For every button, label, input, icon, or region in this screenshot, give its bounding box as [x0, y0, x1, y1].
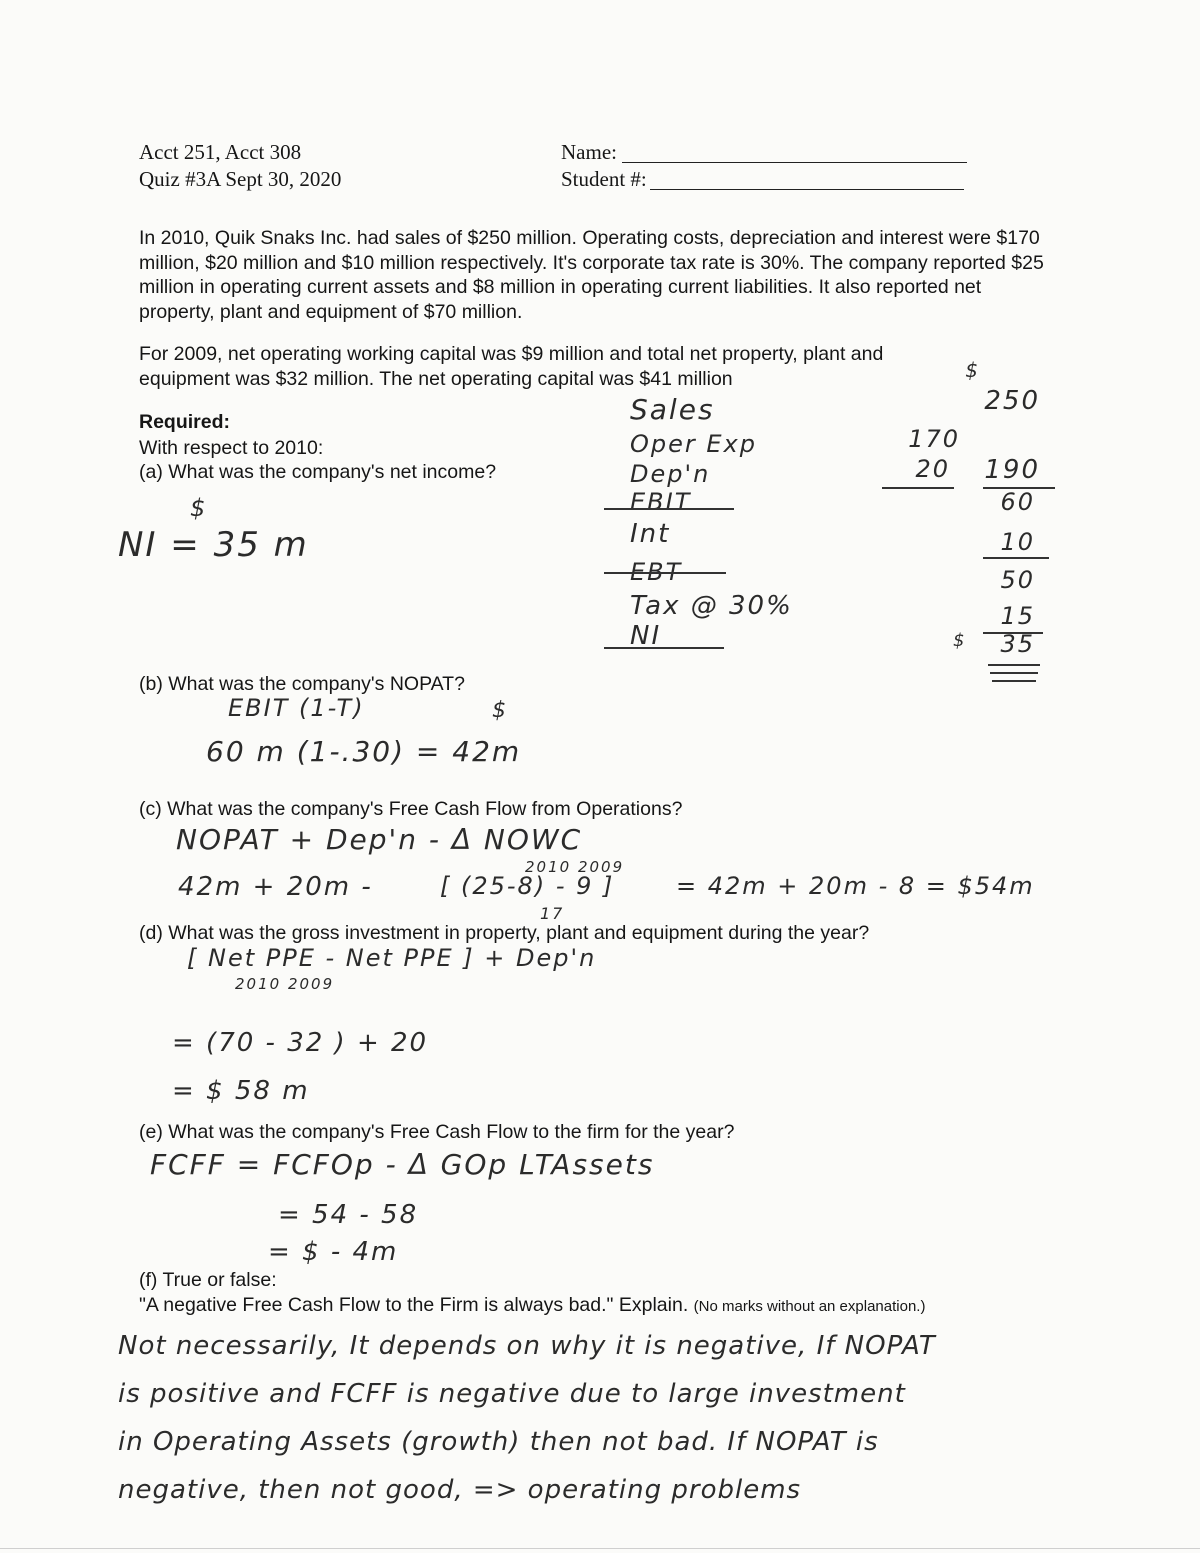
e-calc: = 54 - 58: [278, 1200, 419, 1230]
a-dollar-sign: $: [190, 494, 208, 522]
intro-paragraph-1: In 2010, Quik Snaks Inc. had sales of $250 million. Operating costs, depreciation and interest were $170 million, $20 million and $10 million respectively. It's corporate tax rate is 30%. The company reported $25 million in operating current assets and $8 million in operating current liabilities. It also reported net property, plant and equipment of $70 million.: [139, 227, 1044, 323]
question-a: (a) What was the company's net income?: [139, 461, 497, 483]
is-col2-rule-2: [983, 557, 1049, 559]
is-col2-rule-4: [988, 664, 1040, 666]
b-formula: EBIT (1-T): [228, 694, 365, 722]
is-rule-2: [604, 572, 726, 574]
is-col2-rule-1: [983, 487, 1055, 489]
is-rule-1: [604, 508, 734, 510]
is-label-dep: Dep'n: [630, 460, 711, 488]
is-label-int: Int: [630, 519, 671, 549]
required-heading: Required:: [139, 411, 231, 433]
intro-paragraph-2: For 2009, net operating working capital was $9 million and total net property, plant and equipment was $32 million. The net operating capital was $41 million: [139, 343, 884, 390]
is-col2-rule-6: [992, 680, 1036, 682]
is-col2-60: 60: [1000, 488, 1035, 516]
quiz-title: Quiz #3A Sept 30, 2020: [139, 167, 342, 191]
f-line-4: negative, then not good, => operating problems: [118, 1475, 802, 1505]
a-net-income-answer: NI = 35 m: [118, 525, 309, 565]
name-line: [622, 162, 967, 163]
e-formula: FCFF = FCFOp - Δ GOp LTAssets: [150, 1148, 655, 1181]
c-nowc-bracket: [ (25-8) - 9 ]: [440, 872, 615, 900]
is-col1-20: 20: [915, 455, 950, 483]
d-formula: [ Net PPE - Net PPE ] + Dep'n: [187, 944, 597, 972]
question-e: (e) What was the company's Free Cash Flow to the firm for the year?: [139, 1121, 735, 1143]
income-statement-labels: [630, 392, 793, 654]
d-calc: = (70 - 32 ) + 20: [172, 1028, 429, 1058]
is-col2-dollar: $: [965, 358, 980, 382]
is-rule-3: [604, 647, 724, 649]
is-col2-10: 10: [1000, 528, 1035, 556]
is-label-sales: Sales: [630, 393, 715, 426]
is-label-oper-exp: Oper Exp: [630, 430, 757, 458]
f-explanation: [118, 1322, 1118, 1514]
f-line-1: Not necessarily, It depends on why it is negative, If NOPAT: [118, 1331, 936, 1361]
student-number-line: [650, 189, 964, 190]
is-col2-rule-3: [983, 632, 1043, 634]
c-formula: NOPAT + Dep'n - Δ NOWC: [176, 823, 583, 856]
name-label: Name:: [561, 140, 617, 164]
respect-line: With respect to 2010:: [139, 437, 324, 459]
question-f-note: (No marks without an explanation.): [693, 1298, 926, 1315]
is-col1-170: 170: [908, 425, 960, 453]
e-answer: = $ - 4m: [268, 1237, 399, 1267]
f-line-3: in Operating Assets (growth) then not bad. If NOPAT is: [118, 1427, 879, 1457]
question-c: (c) What was the company's Free Cash Flow from Operations?: [139, 798, 683, 820]
c-calc-left: 42m + 20m -: [178, 872, 373, 902]
c-seventeen: 17: [540, 904, 565, 923]
c-year-labels: 2010 2009: [525, 858, 625, 876]
b-dollar-sign: $: [492, 698, 508, 723]
is-col2-35: 35: [1000, 630, 1035, 658]
question-f-text: "A negative Free Cash Flow to the Firm is always bad." Explain.: [139, 1294, 689, 1316]
question-d: (d) What was the gross investment in property, plant and equipment during the year?: [139, 922, 870, 944]
is-col2-50: 50: [1000, 566, 1035, 594]
scan-edge: [0, 1548, 1200, 1549]
is-col1-rule: [882, 487, 954, 489]
is-col2-15: 15: [1000, 602, 1035, 630]
is-label-ni: NI: [630, 621, 662, 651]
question-b: (b) What was the company's NOPAT?: [139, 673, 465, 695]
question-f-heading: (f) True or false:: [139, 1269, 277, 1291]
course-title: Acct 251, Acct 308: [139, 140, 302, 164]
question-f-statement: [139, 1293, 925, 1320]
is-col2-190: 190: [984, 455, 1040, 485]
f-line-2: is positive and FCFF is negative due to large investment: [118, 1379, 906, 1409]
is-label-ebt: EBT: [630, 558, 683, 586]
is-label-ebit: EBIT: [630, 488, 692, 516]
b-nopat-answer: 60 m (1-.30) = 42m: [206, 735, 522, 768]
is-col2-rule-5: [990, 672, 1038, 674]
is-label-tax: Tax @ 30%: [630, 591, 793, 621]
student-number-label: Student #:: [561, 167, 647, 191]
is-ni-dollar: $: [953, 630, 967, 651]
d-answer: = $ 58 m: [172, 1076, 310, 1106]
d-year-labels: 2010 2009: [235, 975, 335, 993]
c-fcfo-answer: = 42m + 20m - 8 = $54m: [676, 872, 1035, 900]
is-col2-250: 250: [984, 386, 1040, 416]
